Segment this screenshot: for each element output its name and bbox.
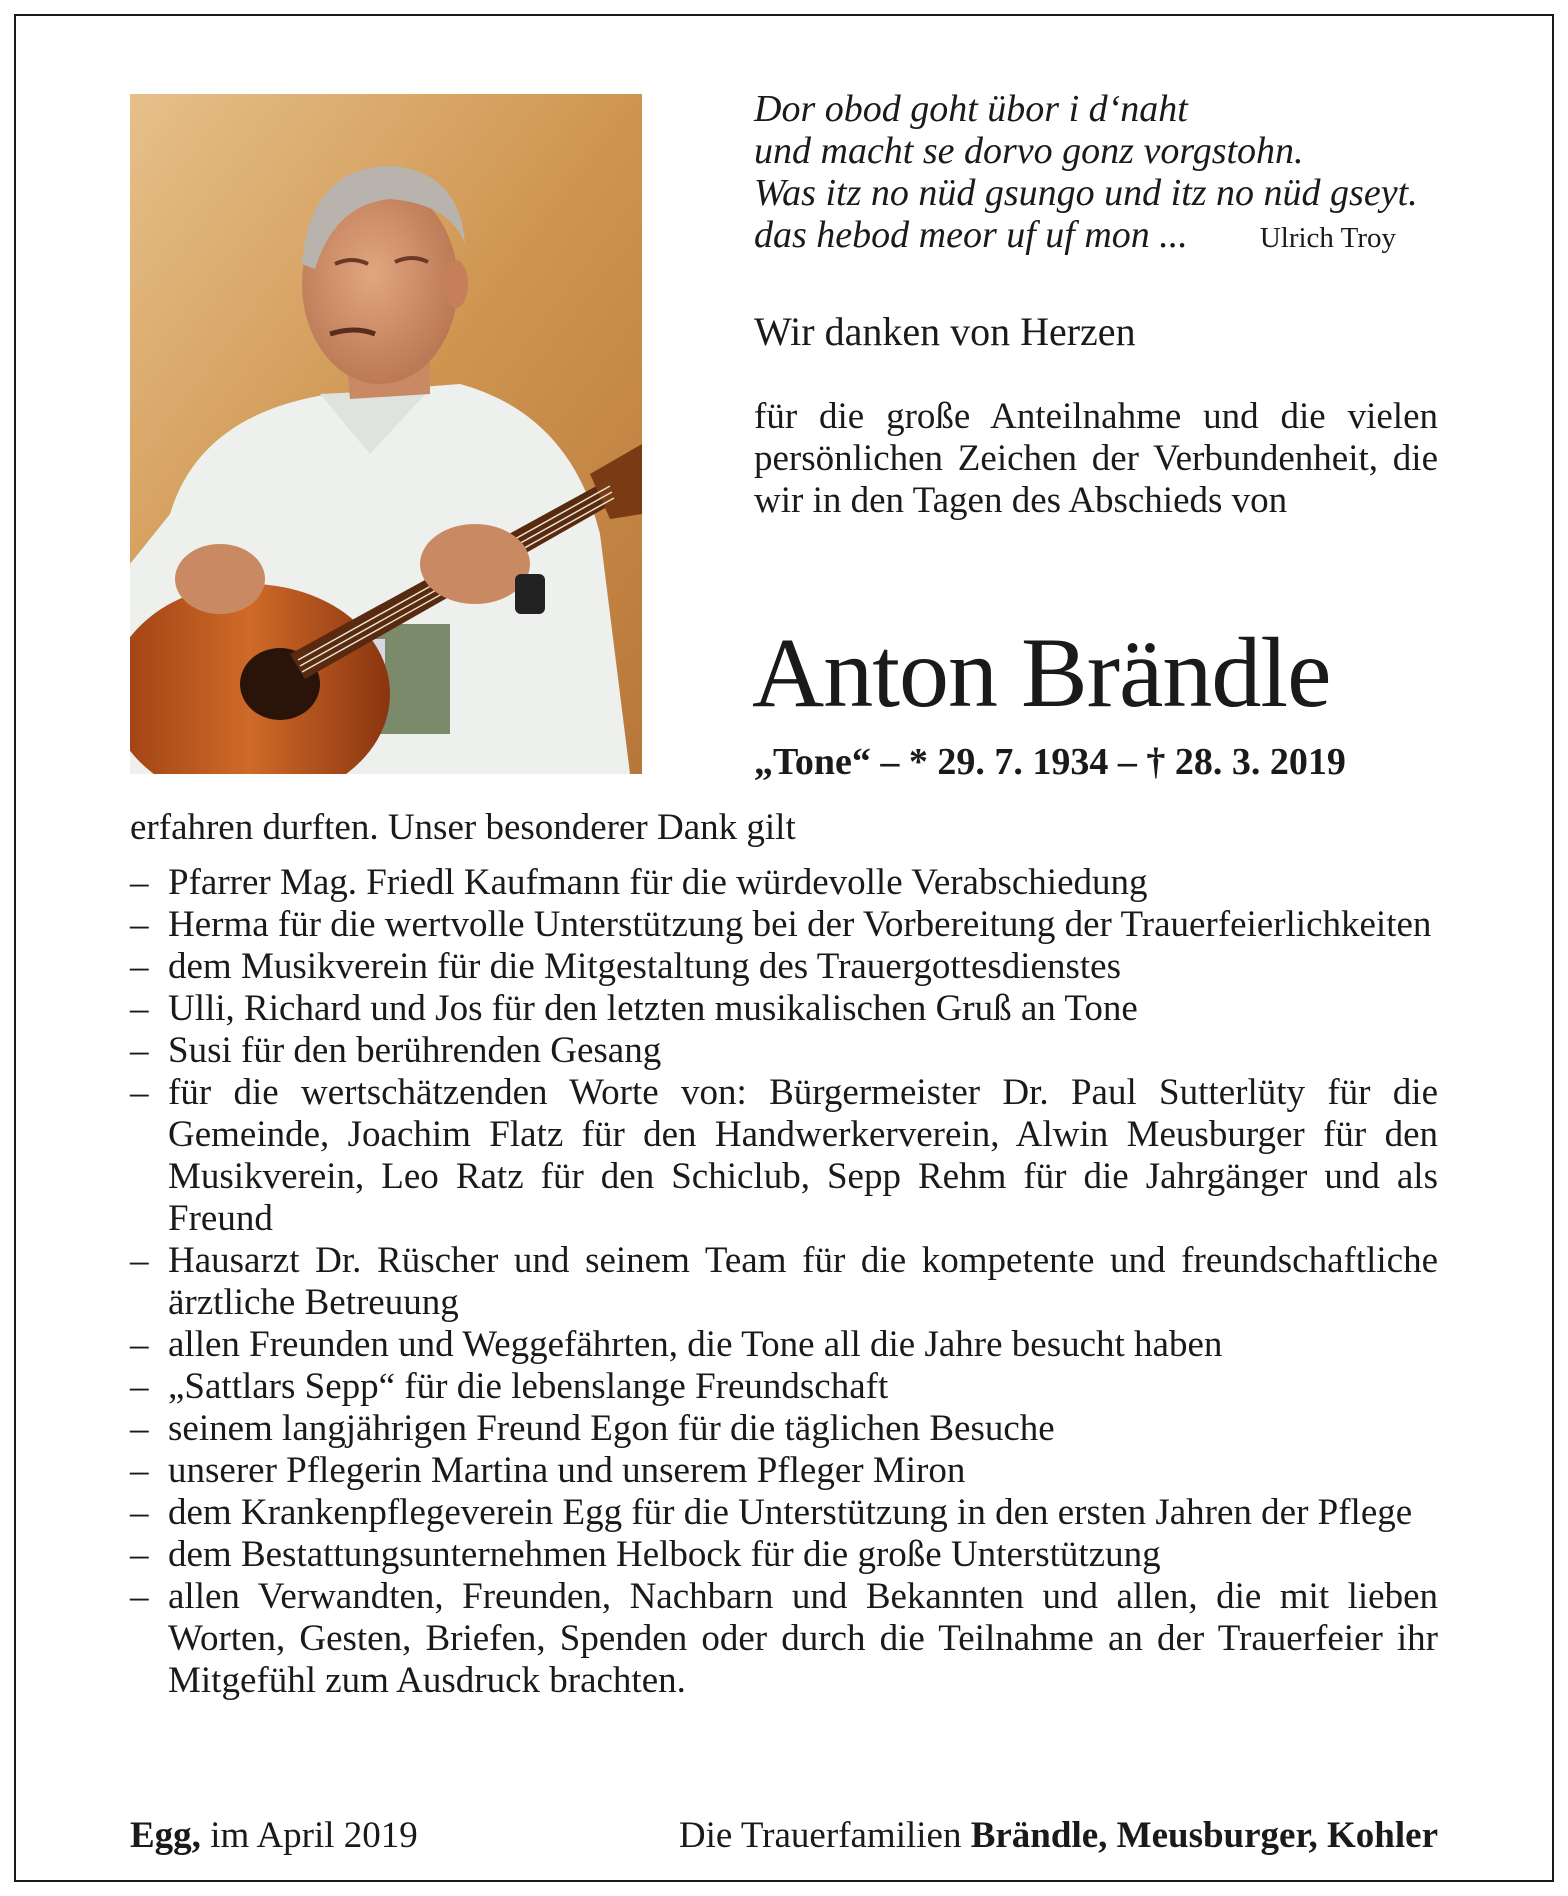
list-item: – dem Musikverein für die Mitgestaltung des Trauergottesdienstes bbox=[130, 946, 1438, 988]
list-item: – für die wertschätzenden Worte von: Bürgermeister Dr. Paul Sutterlüty für die Gemeinde, Joachim Flatz für den Handwerkerverein, Alwin Meusburger für den Musikverein, Leo Ratz für den Schiclub, Sepp Rehm für die Jahrgänger und als Freund bbox=[130, 1072, 1438, 1240]
footer-place-date bbox=[130, 1814, 418, 1857]
list-item: – „Sattlars Sepp“ für die lebenslange Freundschaft bbox=[130, 1366, 1438, 1408]
list-item: – dem Krankenpflegeverein Egg für die Unterstützung in den ersten Jahren der Pflege bbox=[130, 1492, 1438, 1534]
list-item: – Susi für den berührenden Gesang bbox=[130, 1030, 1438, 1072]
deceased-dates: „Tone“ – * 29. 7. 1934 – † 28. 3. 2019 bbox=[754, 741, 1346, 783]
thanks-list bbox=[130, 862, 1438, 1702]
list-item: – Hausarzt Dr. Rüscher und seinem Team für die kompetente und freundschaftliche ärztliche Betreuung bbox=[130, 1240, 1438, 1324]
poem-line: Dor obod goht übor i d‘naht bbox=[754, 88, 1188, 130]
continuation-text: erfahren durften. Unser besonderer Dank gilt bbox=[130, 807, 796, 848]
poem-line bbox=[754, 214, 1454, 259]
list-item: – Pfarrer Mag. Friedl Kaufmann für die würdevolle Verabschiedung bbox=[130, 862, 1438, 904]
list-item: – allen Verwandten, Freunden, Nachbarn und Bekannten und allen, die mit lieben Worten, Gesten, Briefen, Spenden oder durch die Teilnahme an der Trauerfeier ihr Mitgefühl zum Ausdruck brachten. bbox=[130, 1576, 1438, 1702]
footer-family-prefix: Die Trauerfamilien bbox=[678, 1815, 962, 1856]
list-item: – Ulli, Richard und Jos für den letzten musikalischen Gruß an Tone bbox=[130, 988, 1438, 1030]
poem-line: und macht se dorvo gonz vorgstohn. bbox=[754, 130, 1304, 172]
thanks-title: Wir danken von Herzen bbox=[754, 309, 1136, 354]
footer-date: im April 2019 bbox=[210, 1815, 418, 1856]
poem-last-line: das hebod meor uf uf mon ... bbox=[754, 214, 1188, 256]
footer-family bbox=[679, 1814, 1438, 1857]
portrait-photo bbox=[130, 94, 642, 774]
poem bbox=[754, 88, 1454, 259]
list-item: – unserer Pflegerin Martina und unserem Pfleger Miron bbox=[130, 1450, 1438, 1492]
footer bbox=[130, 1814, 1438, 1857]
poem-line: Was itz no nüd gsungo und itz no nüd gseyt. bbox=[754, 172, 1418, 214]
list-item: – Herma für die wertvolle Unterstützung bei der Vorbereitung der Trauerfeierlichkeiten bbox=[130, 904, 1438, 946]
list-item: – dem Bestattungsunternehmen Helbock für die große Unterstützung bbox=[130, 1534, 1438, 1576]
poem-author: Ulrich Troy bbox=[1259, 222, 1396, 254]
list-item: – seinem langjährigen Freund Egon für die täglichen Besuche bbox=[130, 1408, 1438, 1450]
intro-paragraph: für die große Anteilnahme und die vielen persönlichen Zeichen der Verbundenheit, die wir in den Tagen des Abschieds von bbox=[754, 396, 1438, 521]
list-item: – allen Freunden und Weggefährten, die Tone all die Jahre besucht haben bbox=[130, 1324, 1438, 1366]
footer-family-names: Brändle, Meusburger, Kohler bbox=[970, 1815, 1438, 1856]
deceased-name: Anton Brändle bbox=[752, 617, 1331, 728]
footer-place: Egg, bbox=[130, 1815, 201, 1856]
